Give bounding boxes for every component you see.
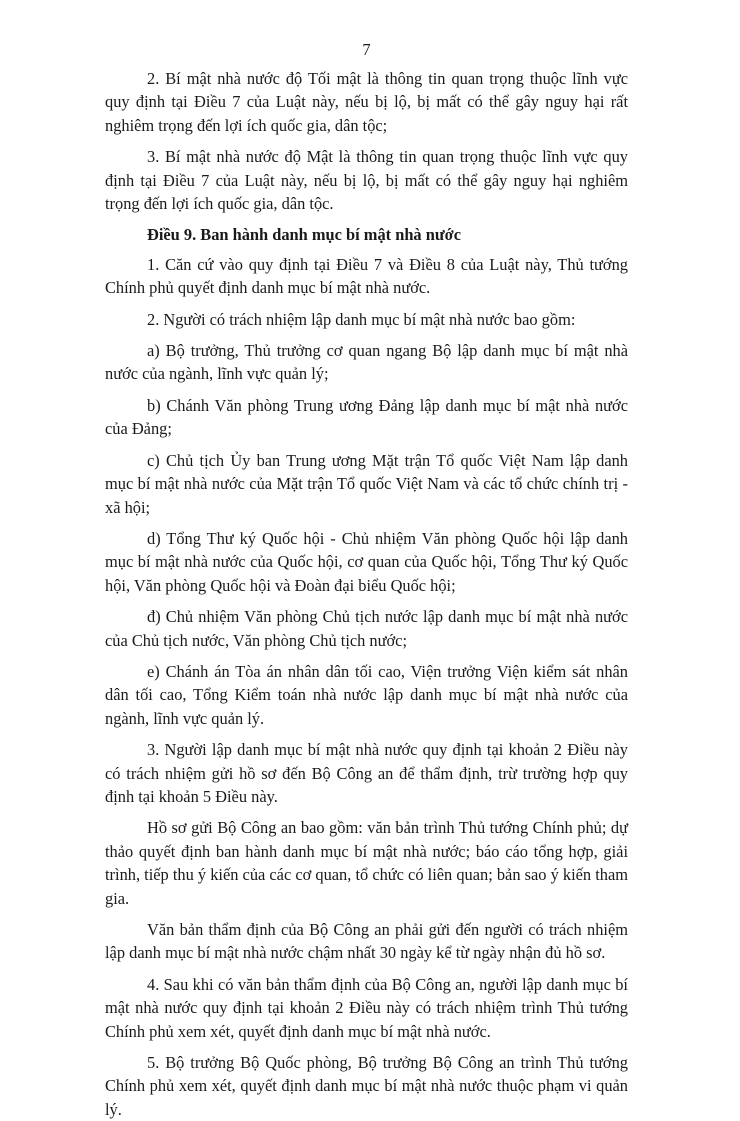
paragraph: 3. Người lập danh mục bí mật nhà nước quy định tại khoản 2 Điều này có trách nhiệm gửi hồ sơ đến Bộ Công an để thẩm định, trừ trường hợp quy định tại khoản 5 Điều này. (105, 740, 628, 806)
paragraph: a) Bộ trưởng, Thủ trưởng cơ quan ngang Bộ lập danh mục bí mật nhà nước của ngành, lĩnh vực quản lý; (105, 341, 628, 384)
paragraph: b) Chánh Văn phòng Trung ương Đảng lập danh mục bí mật nhà nước của Đảng; (105, 395, 628, 439)
paragraph: Hồ sơ gửi Bộ Công an bao gồm: văn bản trình Thủ tướng Chính phủ; dự thảo quyết định ban hành danh mục bí mật nhà nước; báo cáo tổng hợp, giải trình, tiếp thu ý kiến của các cơ quan, tổ chức có liên quan; bản sao ý kiến tham gia. (105, 818, 628, 908)
paragraph: 2. Bí mật nhà nước độ Tối mật là thông tin quan trọng thuộc lĩnh vực quy định tại Điều 7 của Luật này, nếu bị lộ, bị mất có thể gây nguy hại rất nghiêm trọng đến lợi ích quốc gia, dân tộc; (105, 69, 628, 135)
paragraph: 5. Bộ trưởng Bộ Quốc phòng, Bộ trưởng Bộ Công an trình Thủ tướng Chính phủ xem xét, quyết định danh mục bí mật nhà nước thuộc phạm vi quản lý. (105, 1053, 628, 1119)
paragraph: 4. Sau khi có văn bản thẩm định của Bộ Công an, người lập danh mục bí mật nhà nước quy định tại khoản 2 Điều này có trách nhiệm trình Thủ tướng Chính phủ xem xét, quyết định danh mục bí mật nhà nước. (105, 974, 628, 1041)
paragraph: Văn bản thẩm định của Bộ Công an phải gửi đến người có trách nhiệm lập danh mục bí mật nhà nước chậm nhất 30 ngày kể từ ngày nhận đủ hồ sơ. (105, 920, 628, 963)
paragraph: 1. Căn cứ vào quy định tại Điều 7 và Điều 8 của Luật này, Thủ tướng Chính phủ quyết định danh mục bí mật nhà nước. (105, 254, 628, 298)
paragraph: e) Chánh án Tòa án nhân dân tối cao, Viện trưởng Viện kiểm sát nhân dân tối cao, Tổng Kiểm toán nhà nước lập danh mục bí mật nhà nước của ngành, lĩnh vực quản lý. (105, 661, 628, 728)
paragraph: 2. Người có trách nhiệm lập danh mục bí mật nhà nước bao gồm: (147, 309, 576, 329)
page-number: 7 (362, 40, 371, 59)
paragraph: d) Tổng Thư ký Quốc hội - Chủ nhiệm Văn phòng Quốc hội lập danh mục bí mật nhà nước của Quốc hội, cơ quan của Quốc hội, Tổng Thư ký Quốc hội, Văn phòng Quốc hội và Đoàn đại biểu Quốc hội; (105, 528, 628, 595)
paragraph: đ) Chủ nhiệm Văn phòng Chủ tịch nước lập danh mục bí mật nhà nước của Chủ tịch nước, Văn phòng Chủ tịch nước; (105, 607, 628, 650)
paragraph: c) Chủ tịch Ủy ban Trung ương Mặt trận Tổ quốc Việt Nam lập danh mục bí mật nhà nước của Mặt trận Tổ quốc Việt Nam và các tổ chức chính trị - xã hội; (105, 450, 628, 517)
paragraph: 3. Bí mật nhà nước độ Mật là thông tin quan trọng thuộc lĩnh vực quy định tại Điều 7 của Luật này, nếu bị lộ, bị mất có thể gây nguy hại nghiêm trọng đến lợi ích quốc gia, dân tộc. (105, 147, 628, 214)
article-heading: Điều 9. Ban hành danh mục bí mật nhà nước (147, 225, 462, 245)
